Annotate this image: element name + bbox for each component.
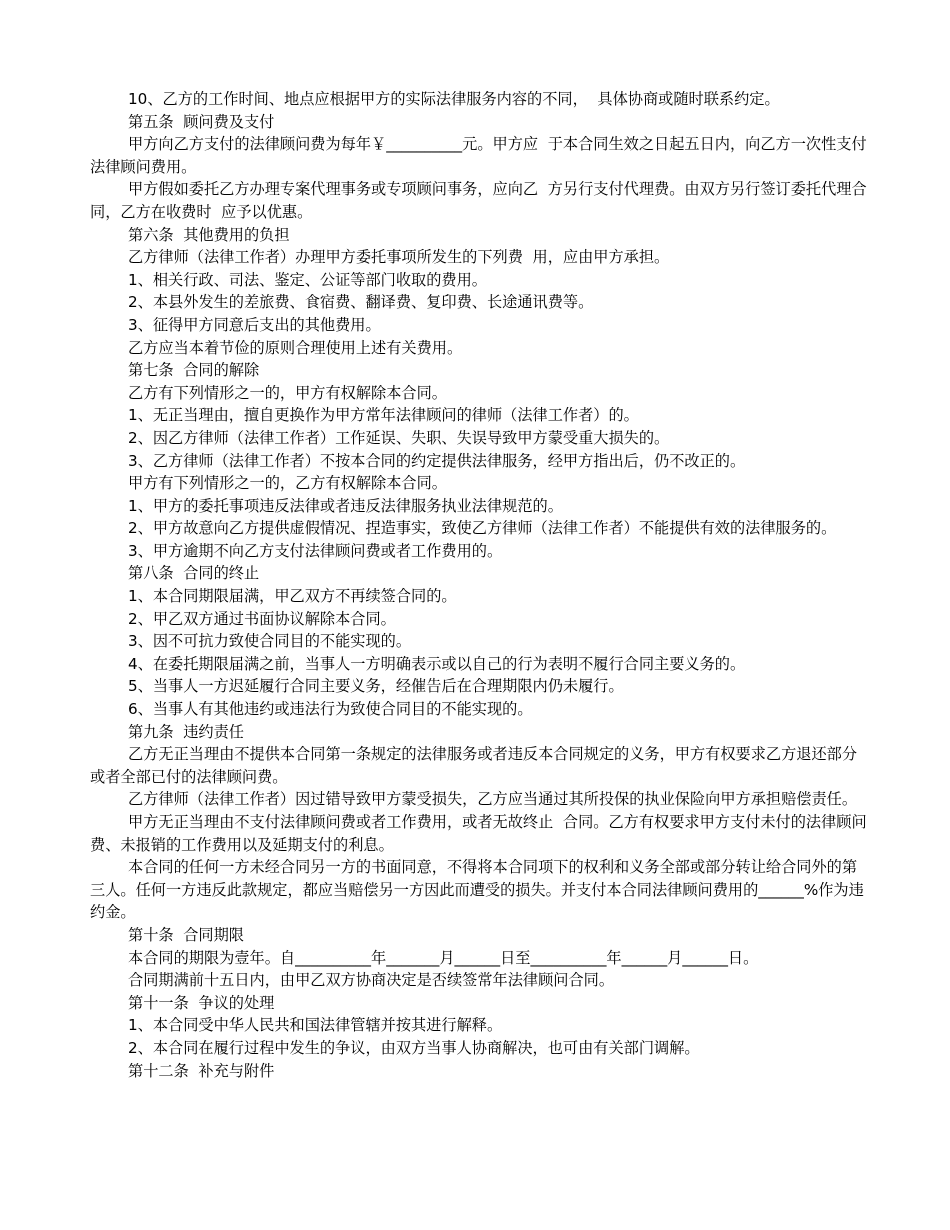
paragraph: 乙方应当本着节俭的原则合理使用上述有关费用。 bbox=[128, 338, 463, 357]
section-heading: 第十二条 补充与附件 bbox=[128, 1061, 275, 1080]
section-heading: 第十一条 争议的处理 bbox=[128, 993, 275, 1012]
section-heading: 第十条 合同期限 bbox=[128, 925, 244, 944]
paragraph: 乙方有下列情形之一的，甲方有权解除本合同。 bbox=[128, 383, 447, 402]
paragraph: 乙方无正当理由不提供本合同第一条规定的法律服务或者违反本合同规定的义务，甲方有权要求乙方退还部分或者全部已付的法律顾问费。 bbox=[90, 745, 857, 786]
paragraph: 本合同的任何一方未经合同另一方的书面同意，不得将本合同项下的权利和义务全部或部分转让给合同外的第三人。任何一方违反此款规定，都应当赔偿另一方因此而遭受的损失。并支付本合同法律顾问费用的______%作为违约金。 bbox=[90, 858, 864, 922]
list-item: 4、在委托期限届满之前，当事人一方明确表示或以自己的行为表明不履行合同主要义务的。 bbox=[128, 654, 746, 673]
list-item: 1、无正当理由，擅自更换作为甲方常年法律顾问的律师（法律工作者）的。 bbox=[128, 406, 639, 425]
paragraph: 甲方有下列情形之一的，乙方有权解除本合同。 bbox=[128, 474, 447, 493]
list-item: 3、征得甲方同意后支出的其他费用。 bbox=[128, 315, 381, 334]
list-item: 1、甲方的委托事项违反法律或者违反法律服务执业法律规范的。 bbox=[128, 496, 563, 515]
paragraph: 10、乙方的工作时间、地点应根据甲方的实际法律服务内容的不同， 具体协商或随时联系约定。 bbox=[128, 90, 780, 108]
paragraph: 乙方律师（法律工作者）因过错导致甲方蒙受损失，乙方应当通过其所投保的执业保险向甲方承担赔偿责任。 bbox=[128, 790, 857, 809]
paragraph: 乙方律师（法律工作者）办理甲方委托事项所发生的下列费 用，应由甲方承担。 bbox=[128, 248, 670, 267]
list-item: 6、当事人有其他违约或违法行为致使合同目的不能实现的。 bbox=[128, 700, 533, 719]
section-heading: 第八条 合同的终止 bbox=[128, 564, 260, 583]
list-item: 3、因不可抗力致使合同目的不能实现的。 bbox=[128, 632, 412, 651]
list-item: 1、本合同受中华人民共和国法律管辖并按其进行解释。 bbox=[128, 1016, 503, 1035]
paragraph: 甲方向乙方支付的法律顾问费为每年￥__________元。甲方应 于本合同生效之日起五日内，向乙方一次性支付法律顾问费用。 bbox=[90, 135, 867, 176]
list-item: 1、本合同期限届满，甲乙双方不再续签合同的。 bbox=[128, 587, 457, 606]
section-heading: 第七条 合同的解除 bbox=[128, 361, 260, 380]
paragraph: 合同期满前十五日内，由甲乙双方协商决定是否续签常年法律顾问合同。 bbox=[128, 971, 614, 990]
list-item: 2、本县外发生的差旅费、食宿费、翻译费、复印费、长途通讯费等。 bbox=[128, 293, 594, 312]
section-heading: 第六条 其他费用的负担 bbox=[128, 225, 290, 244]
paragraph: 本合同的期限为壹年。自__________年_______月______日至__________年______月______日。 bbox=[128, 948, 759, 967]
paragraph: 甲方假如委托乙方办理专案代理事务或专项顾问事务，应向乙 方另行支付代理费。由双方另行签订委托代理合同，乙方在收费时 应予以优惠。 bbox=[90, 180, 867, 221]
list-item: 2、甲乙双方通过书面协议解除本合同。 bbox=[128, 609, 396, 628]
list-item: 2、甲方故意向乙方提供虚假情况、捏造事实，致使乙方律师（法律工作者）不能提供有效的法律服务的。 bbox=[128, 519, 837, 538]
list-item: 2、本合同在履行过程中发生的争议，由双方当事人协商解决，也可由有关部门调解。 bbox=[128, 1038, 700, 1057]
section-heading: 第五条 顾问费及支付 bbox=[128, 112, 275, 131]
section-heading: 第九条 违约责任 bbox=[128, 722, 244, 741]
list-item: 3、乙方律师（法律工作者）不按本合同的约定提供法律服务，经甲方指出后，仍不改正的。 bbox=[128, 451, 746, 470]
list-item: 3、甲方逾期不向乙方支付法律顾问费或者工作费用的。 bbox=[128, 541, 503, 560]
document-body bbox=[90, 88, 872, 1082]
list-item: 2、因乙方律师（法律工作者）工作延误、失职、失误导致甲方蒙受重大损失的。 bbox=[128, 428, 670, 447]
list-item: 1、相关行政、司法、鉴定、公证等部门收取的费用。 bbox=[128, 270, 487, 289]
paragraph: 甲方无正当理由不支付法律顾问费或者工作费用，或者无故终止 合同。乙方有权要求甲方支付未付的法律顾问费、未报销的工作费用以及延期支付的利息。 bbox=[90, 813, 867, 854]
list-item: 5、当事人一方迟延履行合同主要义务，经催告后在合理期限内仍未履行。 bbox=[128, 677, 624, 696]
